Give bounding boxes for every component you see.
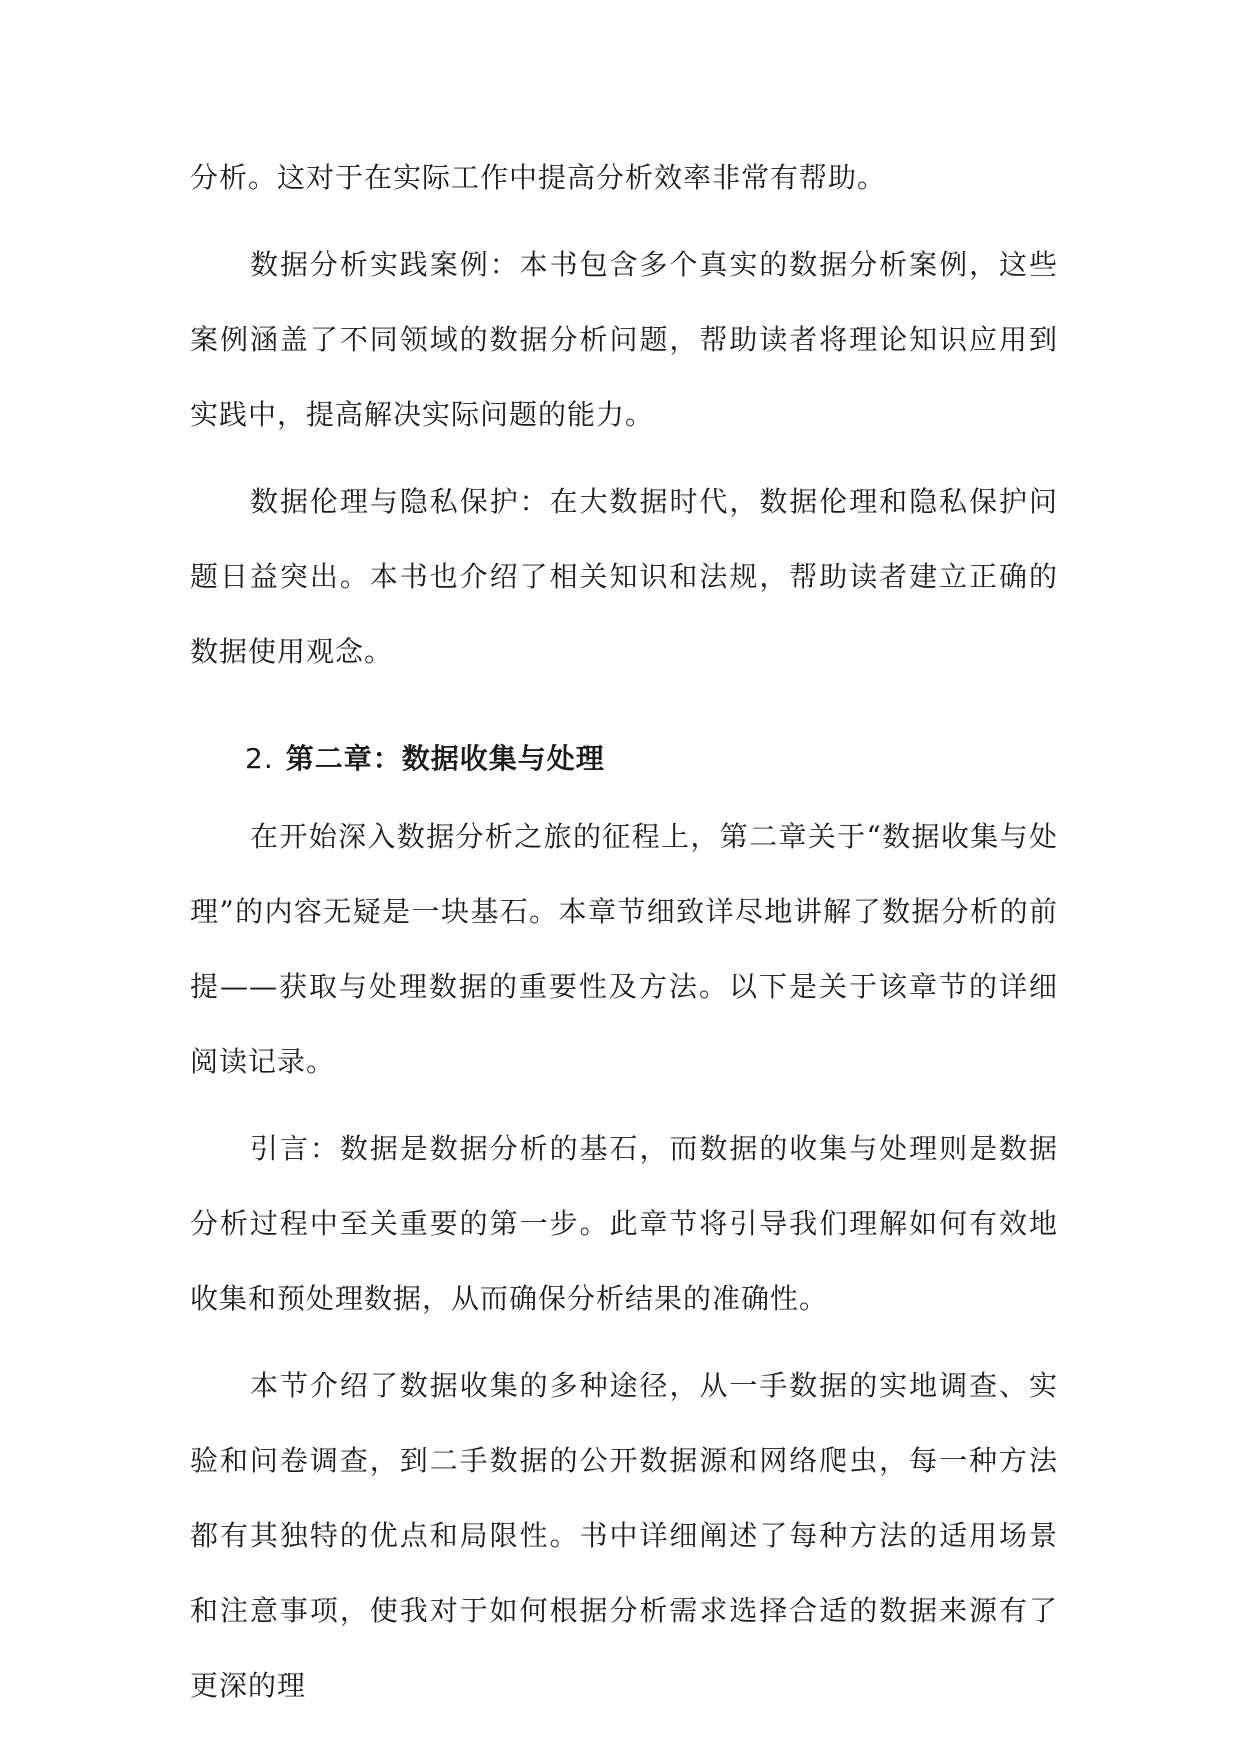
paragraph-collection-methods: 本节介绍了数据收集的多种途径，从一手数据的实地调查、实验和问卷调查，到二手数据的公开数据源和网络爬虫，每一种方法都有其独特的优点和局限性。书中详细阐述了每种方法的适用场景和注意事项，使我对于如何根据分析需求选择合适的数据来源有了更深的理	[190, 1369, 1058, 1702]
paragraph-continuation: 分析。这对于在实际工作中提高分析效率非常有帮助。	[190, 161, 887, 194]
paragraph-intro: 在开始深入数据分析之旅的征程上，第二章关于“数据收集与处理”的内容无疑是一块基石。本章节细致详尽地讲解了数据分析的前提——获取与处理数据的重要性及方法。以下是关于该章节的详细阅读记录。	[190, 820, 1058, 1078]
document-body	[190, 140, 1058, 1735]
section-heading	[190, 719, 1058, 799]
paragraph-data-ethics: 数据伦理与隐私保护：在大数据时代，数据伦理和隐私保护问题日益突出。本书也介绍了相关知识和法规，帮助读者建立正确的数据使用观念。	[190, 485, 1058, 668]
section-number: 2.	[245, 742, 274, 775]
section-title: 第二章：数据收集与处理	[285, 742, 605, 775]
paragraph-case-studies: 数据分析实践案例：本书包含多个真实的数据分析案例，这些案例涵盖了不同领域的数据分析问题，帮助读者将理论知识应用到实践中，提高解决实际问题的能力。	[190, 248, 1058, 431]
paragraph-preface: 引言：数据是数据分析的基石，而数据的收集与处理则是数据分析过程中至关重要的第一步。此章节将引导我们理解如何有效地收集和预处理数据，从而确保分析结果的准确性。	[190, 1132, 1058, 1315]
